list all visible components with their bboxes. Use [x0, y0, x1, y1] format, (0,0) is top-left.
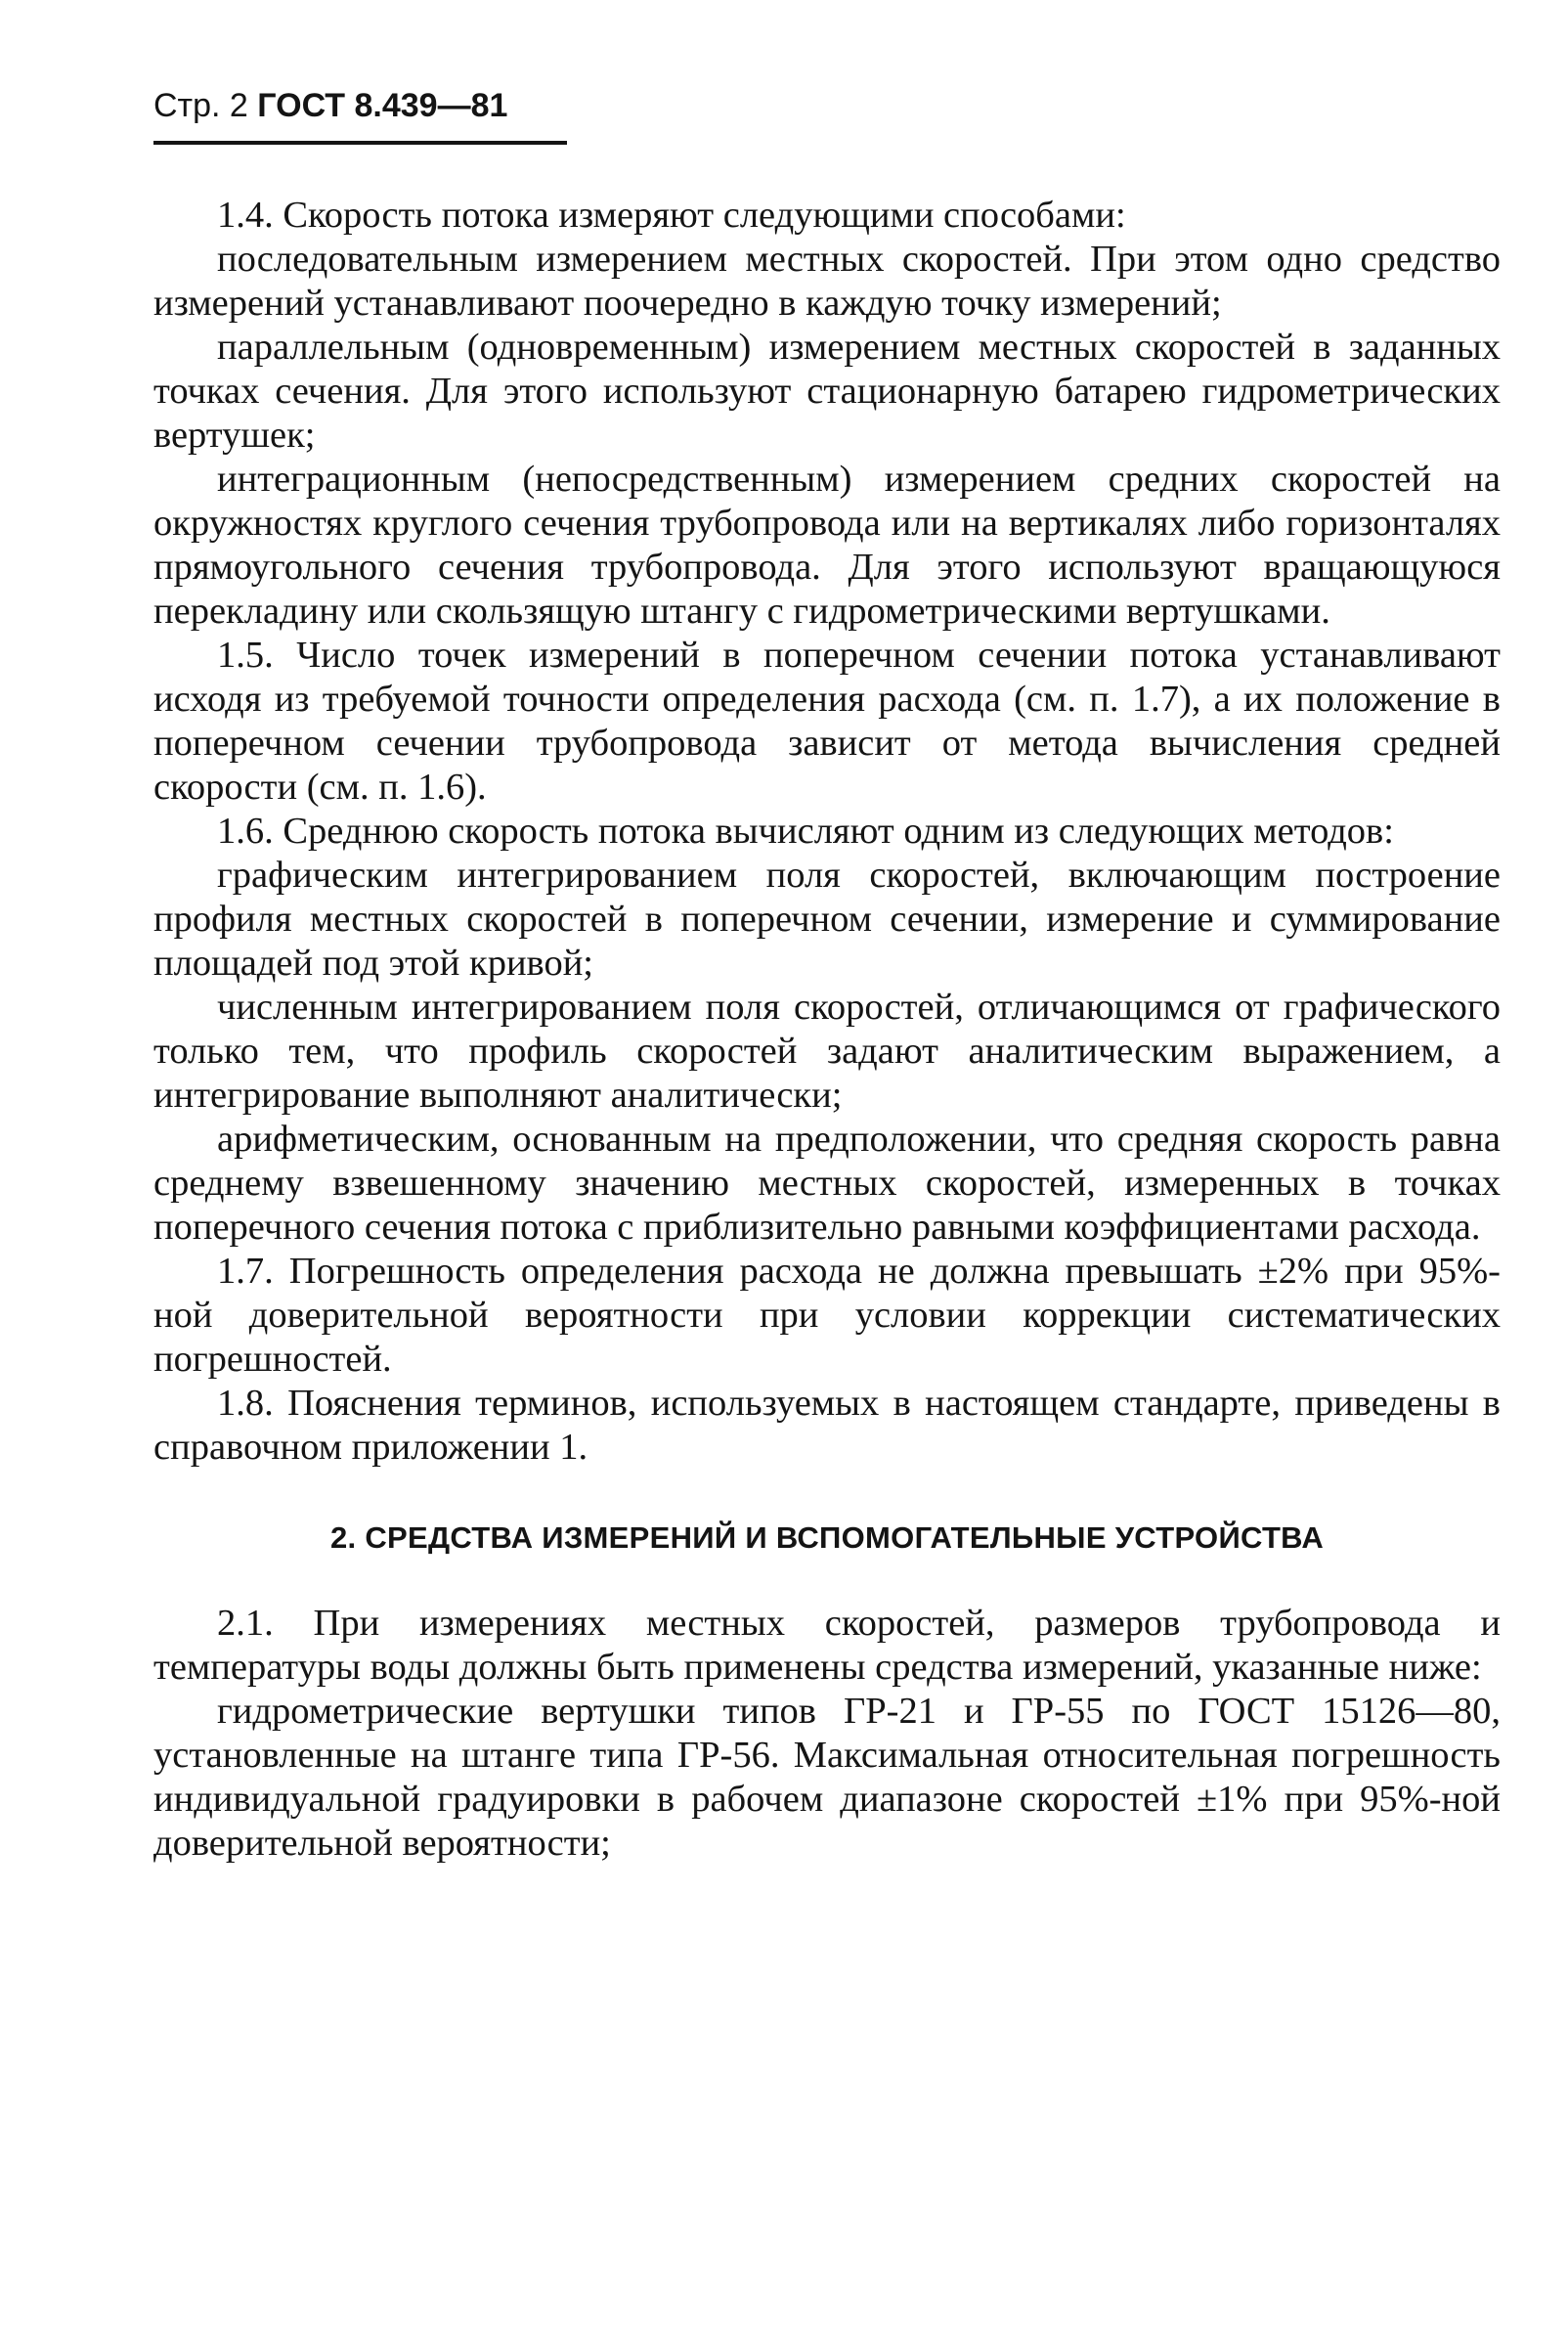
- section-2-heading: 2. СРЕДСТВА ИЗМЕРЕНИЙ И ВСПОМОГАТЕЛЬНЫЕ УСТРОЙСТВА: [329, 1520, 1325, 1555]
- paragraph-2-1: 2.1. При измерениях местных скоростей, размеров трубопровода и температуры воды должны быть применены средства измерений, указанные ниже:: [153, 1603, 1501, 1688]
- standard-designation: ГОСТ 8.439—81: [257, 87, 508, 124]
- paragraph-1-8: 1.8. Пояснения терминов, используемых в настоящем стандарте, приведены в справочном приложении 1.: [153, 1383, 1501, 1468]
- paragraph-method-sequential: последовательным измерением местных скоростей. При этом одно средство измерений устанавливают поочередно в каждую точку измерений;: [153, 239, 1501, 324]
- paragraph-method-numerical: численным интегрированием поля скоростей, отличающимся от графического только тем, что профиль скоростей задают аналитическим выражением, а интегрирование выполняют аналитически;: [153, 987, 1501, 1116]
- paragraph-1-6: 1.6. Среднюю скорость потока вычисляют одним из следующих методов:: [217, 811, 1394, 852]
- paragraph-current-meters: гидрометрические вертушки типов ГР-21 и ГР-55 по ГОСТ 15126—80, установленные на штанге типа ГР-56. Максимальная относительная погрешность индивидуальной градуировки в рабочем диапазоне скоростей ±1% при 95%-ной доверительной вероятности;: [153, 1691, 1501, 1864]
- paragraph-method-arithmetic: арифметическим, основанным на предположении, что средняя скорость равна среднему взвешенному значению местных скоростей, измеренных в точках поперечного сечения потока с приблизительно равными коэффициентами расхода.: [153, 1119, 1501, 1248]
- header-rule: [153, 141, 567, 145]
- paragraph-1-4: 1.4. Скорость потока измеряют следующими способами:: [217, 195, 1126, 236]
- paragraph-1-7: 1.7. Погрешность определения расхода не должна превышать ±2% при 95%-ной доверительной вероятности при условии коррекции систематических погрешностей.: [153, 1251, 1501, 1380]
- page-number-label: Стр. 2: [153, 87, 248, 124]
- document-body: [153, 194, 1501, 1866]
- paragraph-method-graphical: графическим интегрированием поля скоростей, включающим построение профиля местных скоростей в поперечном сечении, измерение и суммирование площадей под этой кривой;: [153, 855, 1501, 984]
- page-header: [153, 86, 507, 125]
- paragraph-method-parallel: параллельным (одновременным) измерением местных скоростей в заданных точках сечения. Для этого используют стационарную батарею гидрометрических вертушек;: [153, 327, 1501, 456]
- paragraph-method-integration: интеграционным (непосредственным) измерением средних скоростей на окружностях круглого сечения трубопровода или на вертикалях либо горизонталях прямоугольного сечения трубопровода. Для этого используют вращающуюся перекладину или скользящую штангу с гидрометрическими вертушками.: [153, 459, 1501, 632]
- paragraph-1-5: 1.5. Число точек измерений в поперечном сечении потока устанавливают исходя из требуемой точности определения расхода (см. п. 1.7), а их положение в поперечном сечении трубопровода зависит от метода вычисления средней скорости (см. п. 1.6).: [153, 635, 1501, 808]
